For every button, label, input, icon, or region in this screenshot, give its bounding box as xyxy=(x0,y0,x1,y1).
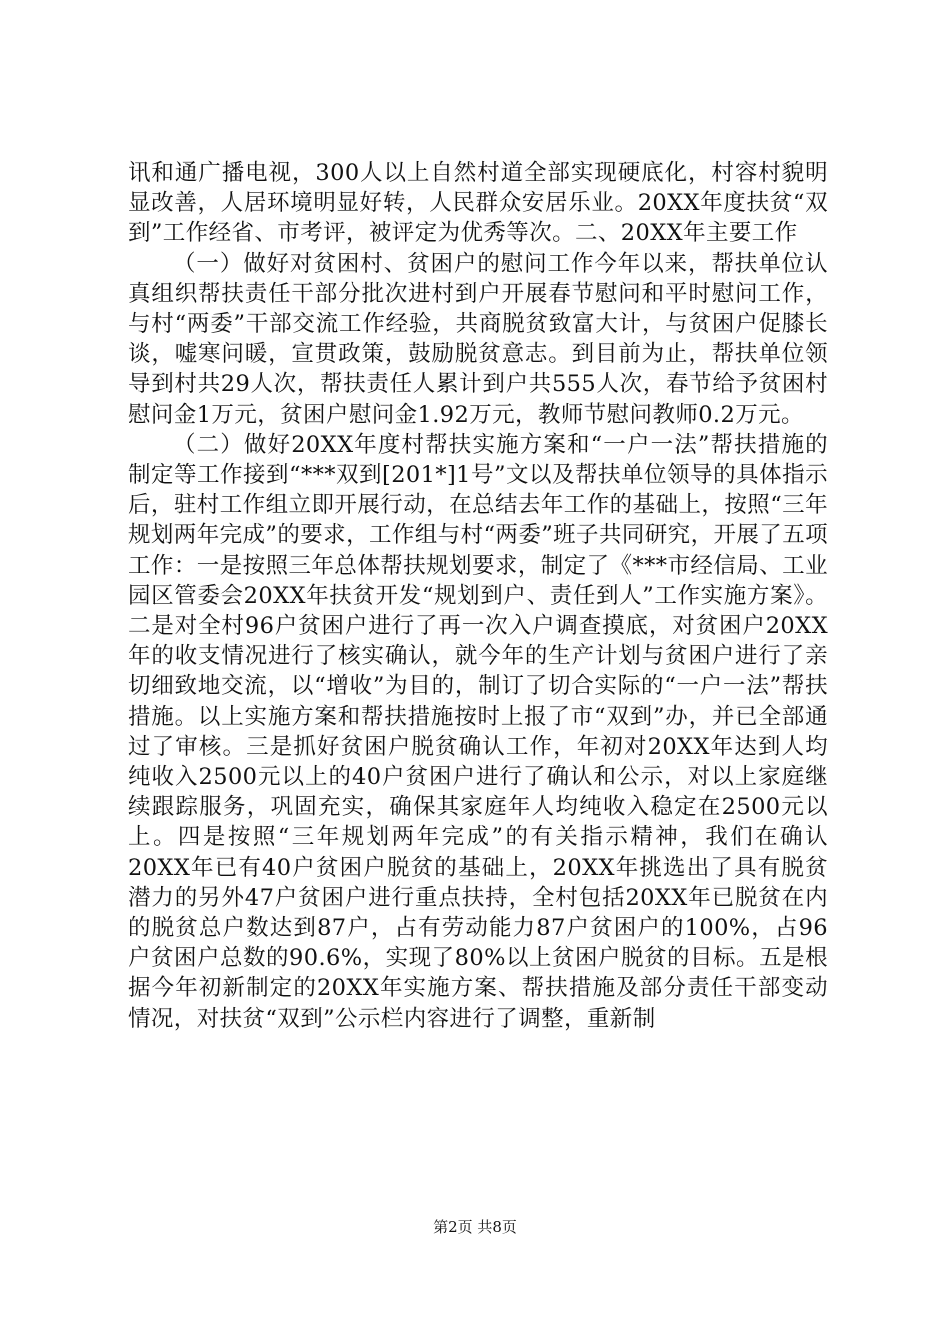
paragraph-implementation-plan: （二）做好20XX年度村帮扶实施方案和“一户一法”帮扶措施的制定等工作接到“***双到[201*]1号”文以及帮扶单位领导的具体指示后，驻村工作组立即开展行动，在总结去年工作的基础上，按照“三年规划两年完成”的要求，工作组与村“两委”班子共同研究，开展了五项工作：一是按照三年总体帮扶规划要求，制定了《***市经信局、工业园区管委会20XX年扶贫开发“规划到户、责任到人”工作实施方案》。二是对全村96户贫困户进行了再一次入户调查摸底，对贫困户20XX年的收支情况进行了核实确认，就今年的生产计划与贫困户进行了亲切细致地交流，以“增收”为目的，制订了切合实际的“一户一法”帮扶措施。以上实施方案和帮扶措施按时上报了市“双到”办，并已全部通过了审核。三是抓好贫困户脱贫确认工作，年初对20XX年达到人均纯收入2500元以上的40户贫困户进行了确认和公示，对以上家庭继续跟踪服务，巩固充实，确保其家庭年人均纯收入稳定在2500元以上。四是按照“三年规划两年完成”的有关指示精神，我们在确认20XX年已有40户贫困户脱贫的基础上，20XX年挑选出了具有脱贫潜力的另外47户贫困户进行重点扶持，全村包括20XX年已脱贫在内的脱贫总户数达到87户，占有劳动能力87户贫困户的100%，占96户贫困户总数的90.6%，实现了80%以上贫困户脱贫的目标。五是根据今年初新制定的20XX年实施方案、帮扶措施及部分责任干部变动情况，对扶贫“双到”公示栏内容进行了调整，重新制 xyxy=(128,431,828,1032)
page-number-footer: 第2页 共8页 xyxy=(433,1218,517,1236)
document-body xyxy=(128,158,828,1034)
paragraph-condolence-work: （一）做好对贫困村、贫困户的慰问工作今年以来，帮扶单位认真组织帮扶责任干部分批次进村到户开展春节慰问和平时慰问工作，与村“两委”干部交流工作经验，共商脱贫致富大计，与贫困户促膝长谈，嘘寒问暖，宣贯政策，鼓励脱贫意志。到目前为止，帮扶单位领导到村共29人次，帮扶责任人累计到户共555人次，春节给予贫困村慰问金1万元，贫困户慰问金1.92万元，教师节慰问教师0.2万元。 xyxy=(128,250,828,428)
paragraph-continuation: 讯和通广播电视，300人以上自然村道全部实现硬底化，村容村貌明显改善，人居环境明显好转，人民群众安居乐业。20XX年度扶贫“双到”工作经省、市考评，被评定为优秀等次。二、20XX年主要工作 xyxy=(128,160,828,247)
